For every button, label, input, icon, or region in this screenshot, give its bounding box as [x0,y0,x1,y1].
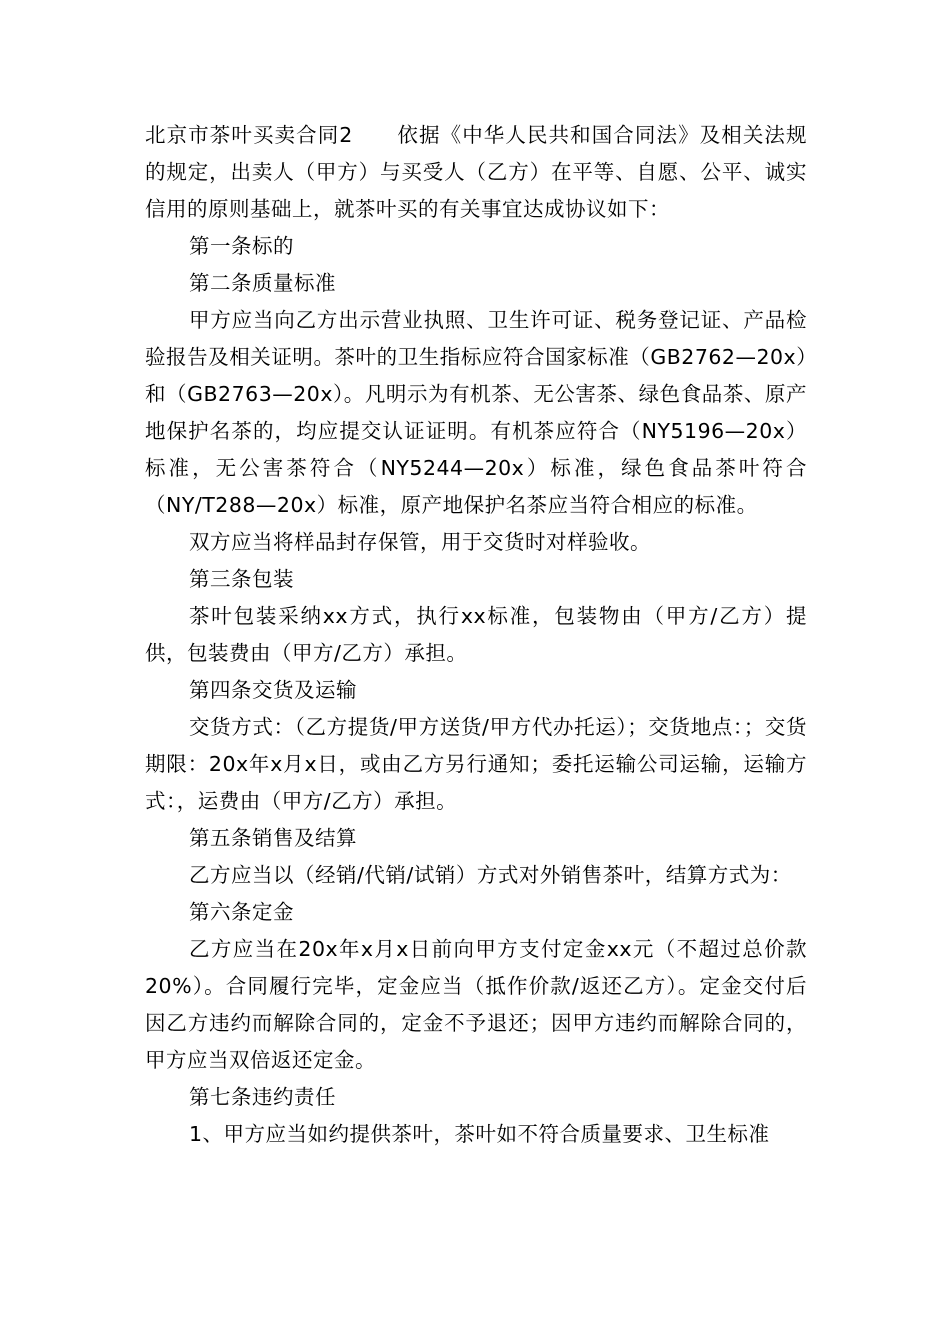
article-7-paragraph-1: 1、甲方应当如约提供茶叶，茶叶如不符合质量要求、卫生标准 [189,1122,770,1146]
article-6-heading: 第六条定金 [189,900,294,924]
article-5-paragraph-1: 乙方应当以（经销/代销/试销）方式对外销售茶叶，结算方式为： [189,863,792,887]
article-4-heading: 第四条交货及运输 [189,678,357,702]
article-3-heading: 第三条包装 [189,567,294,591]
article-4-paragraph-1: 交货方式：（乙方提货/甲方送货/甲方代办托运）；交货地点：；交货期限：20x年x月x日，或由乙方另行通知；委托运输公司运输，运输方式：，运费由（甲方/乙方）承担。 [145,715,807,813]
intro-text: 依据《中华人民共和国合同法》及相关法规的规定，出卖人（甲方）与买受人（乙方）在平等、自愿、公平、诚实信用的原则基础上，就茶叶买的有关事宜达成协议如下： [145,123,808,221]
document-title: 北京市茶叶买卖合同2 [145,123,353,147]
document-body [145,117,807,1153]
article-3-paragraph-1: 茶叶包装采纳xx方式，执行xx标准，包装物由（甲方/乙方）提供，包装费由（甲方/乙方）承担。 [145,604,807,665]
article-2-paragraph-1: 甲方应当向乙方出示营业执照、卫生许可证、税务登记证、产品检验报告及相关证明。茶叶的卫生指标应符合国家标准（GB2762—20x）和（GB2763—20x）。凡明示为有机茶、无公害茶、绿色食品茶、原产地保护名茶的，均应提交认证证明。有机茶应符合（NY5196—20x）标准，无公害茶符合（NY5244—20x）标准，绿色食品茶叶符合（NY/T288—20x）标准，原产地保护名茶应当符合相应的标准。 [145,308,807,517]
intro-paragraph [145,117,807,228]
article-7-heading: 第七条违约责任 [189,1085,336,1109]
article-2-paragraph-2: 双方应当将样品封存保管，用于交货时对样验收。 [189,530,651,554]
article-1-heading: 第一条标的 [189,234,294,258]
article-5-heading: 第五条销售及结算 [189,826,357,850]
article-2-heading: 第二条质量标准 [189,271,336,295]
article-6-paragraph-1: 乙方应当在20x年x月x日前向甲方支付定金xx元（不超过总价款20%）。合同履行完毕，定金应当（抵作价款/返还乙方）。定金交付后因乙方违约而解除合同的，定金不予退还；因甲方违约而解除合同的，甲方应当双倍返还定金。 [145,937,807,1072]
